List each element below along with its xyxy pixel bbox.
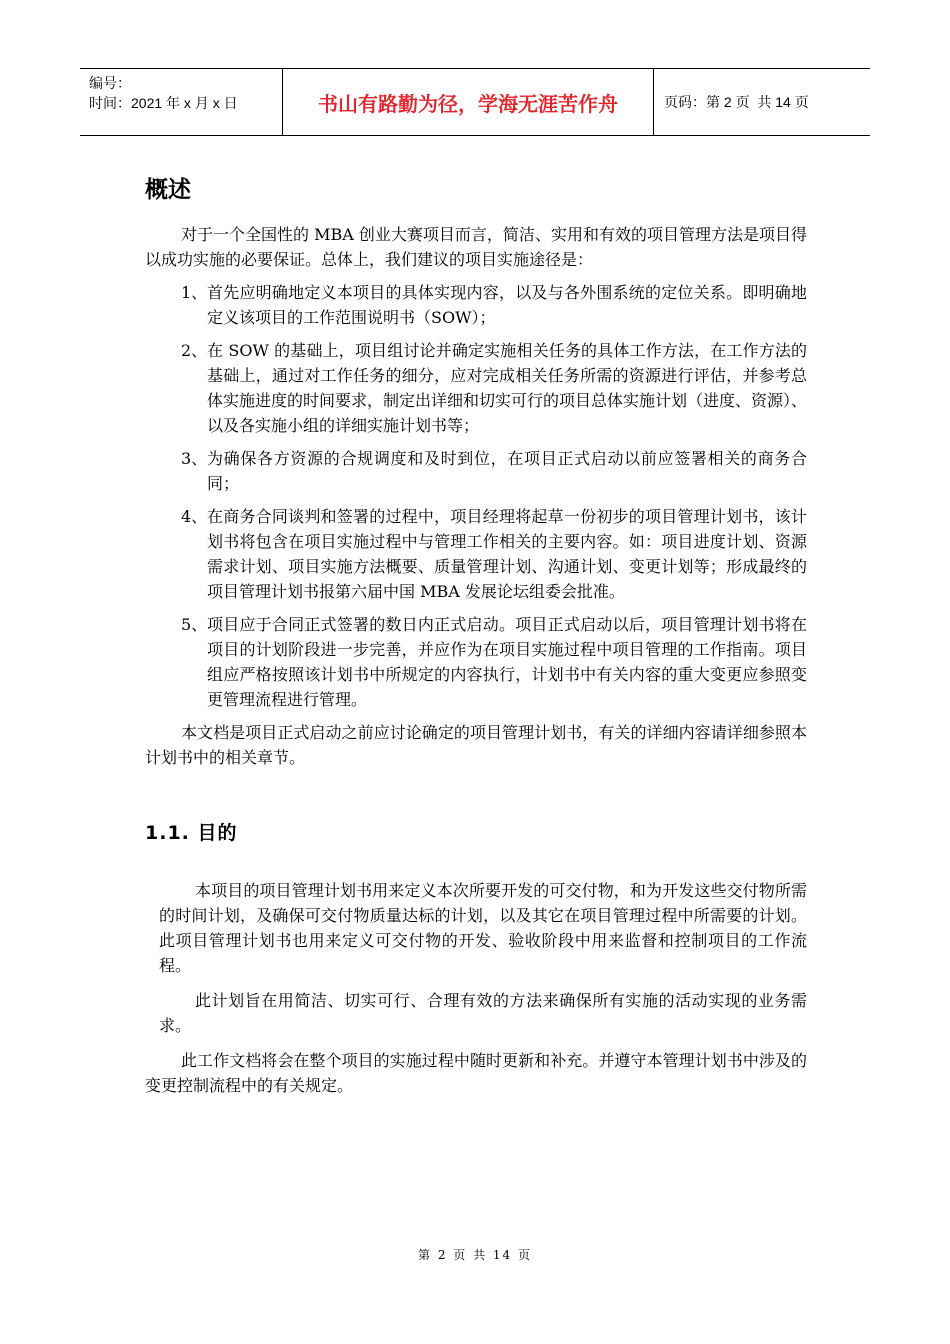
- section-paragraph: 此计划旨在用简洁、切实可行、合理有效的方法来确保所有实施的活动实现的业务需求。: [159, 991, 807, 1035]
- header-meta: [80, 69, 283, 135]
- list-item-number: 3、: [181, 449, 208, 468]
- list-item-number: 2、: [181, 341, 208, 360]
- document-date: 时间：2021 年 x 月 x 日: [89, 95, 238, 111]
- intro-paragraph: 对于一个全国性的 MBA 创业大赛项目而言，简洁、实用和有效的项目管理方法是项目得以成功实施的必要保证。总体上，我们建议的项目实施途径是：: [145, 225, 807, 269]
- closing-paragraph: 本文档是项目正式启动之前应讨论确定的项目管理计划书，有关的详细内容请详细参照本计划书中的相关章节。: [145, 723, 807, 767]
- list-item-number: 5、: [181, 615, 208, 634]
- list-item: [145, 446, 807, 496]
- section-paragraph: 此工作文档将会在整个项目的实施过程中随时更新和补充。并遵守本管理计划书中涉及的变更控制流程中的有关规定。: [145, 1051, 807, 1095]
- list-item-text: 为确保各方资源的合规调度和及时到位，在项目正式启动以前应签署相关的商务合同；: [207, 449, 807, 493]
- header-page-info: [654, 69, 870, 135]
- list-item-text: 在 SOW 的基础上，项目组讨论并确定实施相关任务的具体工作方法，在工作方法的基础上，通过对工作任务的细分，应对完成相关任务所需的资源进行评估，并参考总体实施进度的时间要求，制定出详细和切实可行的项目总体实施计划（进度、资源）、以及各实施小组的详细实施计划书等；: [207, 341, 808, 435]
- list-item-number: 1、: [181, 283, 208, 302]
- list-item-text: 首先应明确地定义本项目的具体实现内容，以及与各外围系统的定位关系。即明确地定义该项目的工作范围说明书（SOW）；: [207, 283, 807, 327]
- list-item: [145, 504, 807, 604]
- list-item: [145, 280, 807, 330]
- list-item: [145, 338, 807, 438]
- document-body: [145, 172, 807, 1098]
- header-motto: 书山有路勤为径，学海无涯苦作舟: [283, 69, 654, 135]
- section-paragraph: 本项目的项目管理计划书用来定义本次所要开发的可交付物，和为开发这些交付物所需的时间计划，及确保可交付物质量达标的计划，以及其它在项目管理过程中所需要的计划。此项目管理计划书也用来定义可交付物的开发、验收阶段中用来监督和控制项目的工作流程。: [159, 881, 807, 975]
- section-heading: [145, 818, 807, 848]
- section-body: [145, 878, 807, 1038]
- page-header: [80, 68, 870, 136]
- list-item: [145, 612, 807, 712]
- page-footer: 第 2 页 共 14 页: [418, 1248, 532, 1262]
- list-item-number: 4、: [181, 507, 208, 526]
- page-info-text: 页码：第 2 页 共 14 页: [664, 94, 809, 110]
- list-item-text: 项目应于合同正式签署的数日内正式启动。项目正式启动以后，项目管理计划书将在项目的计划阶段进一步完善，并应作为在项目实施过程中项目管理的工作指南。项目组应严格按照该计划书中所规定的内容执行，计划书中有关内容的重大变更应参照变更管理流程进行管理。: [207, 615, 807, 709]
- page-title: 概述: [145, 177, 191, 203]
- list-item-text: 在商务合同谈判和签署的过程中，项目经理将起草一份初步的项目管理计划书，该计划书将包含在项目实施过程中与管理工作相关的主要内容。如：项目进度计划、资源需求计划、项目实施方法概要、质量管理计划、沟通计划、变更计划等；形成最终的项目管理计划书报第六届中国 MBA 发展论坛组委会批准。: [207, 507, 807, 601]
- steps-list: [145, 280, 807, 712]
- section-number: 1.1.: [145, 822, 190, 844]
- document-number-label: 编号：: [89, 75, 131, 91]
- section-title: 目的: [197, 822, 238, 844]
